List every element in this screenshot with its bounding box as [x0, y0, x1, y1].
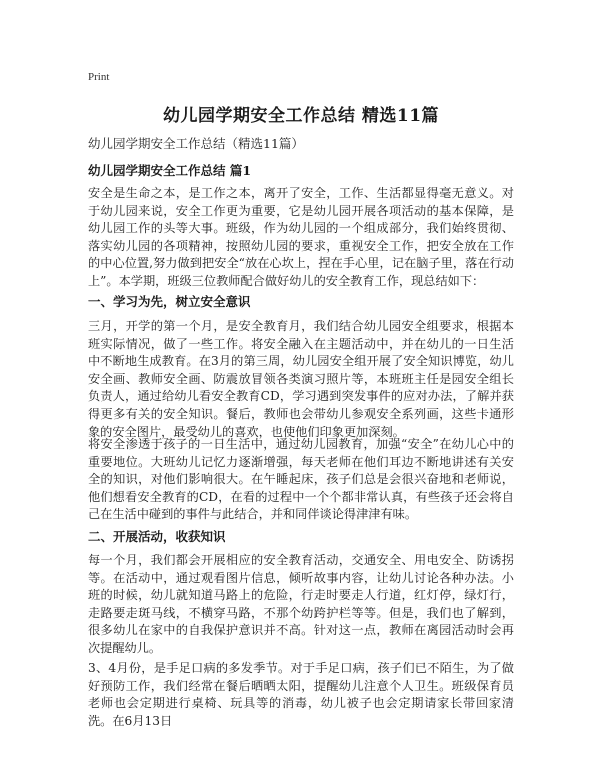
- paragraph-intro: 安全是生命之本，是工作之本，离开了安全，工作、生活都显得毫无意义。对于幼儿园来说，安全工作更为重要，它是幼儿园开展各项活动的基本保障，是幼儿园工作的头等大事。班级，作为幼儿园的一个组成部分，我们始终贯彻、落实幼儿园的各项精神，按照幼儿园的要求，重视安全工作，把安全放在工作的中心位置,努力做到把安全“放在心坎上，捏在手心里，记在脑子里，落在行动上”。本学期，班级三位教师配合做好幼儿的安全教育工作，现总结如下：: [88, 186, 514, 288]
- paragraph-monthly: 每一个月，我们都会开展相应的安全教育活动，交通安全、用电安全、防诱拐等。在活动中，通过观看图片信息，倾听故事内容，让幼儿讨论各种办法。小班的时候，幼儿就知道马路上的危险，行走时要走人行道，红灯停，绿灯行，走路要走斑马线，不横穿马路，不那个幼跨护栏等等。但是，我们也了解到，很多幼儿在家中的自我保护意识并不高。针对这一点，教师在离园活动时会再次提醒幼儿。: [88, 553, 514, 655]
- section-heading-1: 一、学习为先，树立安全意识: [88, 294, 251, 309]
- article-heading: 幼儿园学期安全工作总结 篇1: [88, 163, 252, 178]
- section-heading-2: 二、开展活动，收获知识: [88, 529, 226, 544]
- document-title: 幼儿园学期安全工作总结 精选11篇: [162, 106, 440, 126]
- paragraph-daily-life: 将安全渗透于孩子的一日生活中，通过幼儿园教育，加强“安全”在幼儿心中的重要地位。大班幼儿记忆力逐渐增强，每天老师在他们耳边不断地讲述有关安全的知识，对他们影响很大。在午睡起床，孩子们总是会很兴奋地和老师说，他们想看安全教育的CD，在看的过程中一个个都非常认真，有些孩子还会将自己在生活中碰到的事件与此结合，并和同伴谈论得津津有味。: [88, 437, 514, 522]
- print-label[interactable]: Print: [88, 71, 110, 83]
- paragraph-march: 三月，开学的第一个月，是安全教育月，我们结合幼儿园安全组要求，根据本班实际情况，做了一些工作。将安全融入在主题活动中，并在幼儿的一日生活中不断地生成教育。在3月的第三周，幼儿园安全组开展了安全知识博览，幼儿安全画、教师安全画、防震放冒领各类演习照片等，本班班主任是园安全组长负责人，通过给幼儿看安全教育CD，学习遇到突发事件的应对办法，了解并获得更多有关的安全知识。餐后，教师也会带幼儿参观安全系列画，这些卡通形象的安全图片，最受幼儿的喜欢，也使他们印象更加深刻。: [88, 319, 514, 439]
- paragraph-hfmd: 3、4月份，是手足口病的多发季节。对于手足口病，孩子们已不陌生，为了做好预防工作，我们经常在餐后晒晒太阳，提醒幼儿注意个人卫生。班级保育员老师也会定期进行桌椅、玩具等的消毒，幼儿被子也会定期请家长带回家清洗。在6月13日: [88, 661, 514, 728]
- document-subtitle: 幼儿园学期安全工作总结（精选11篇）: [88, 136, 304, 151]
